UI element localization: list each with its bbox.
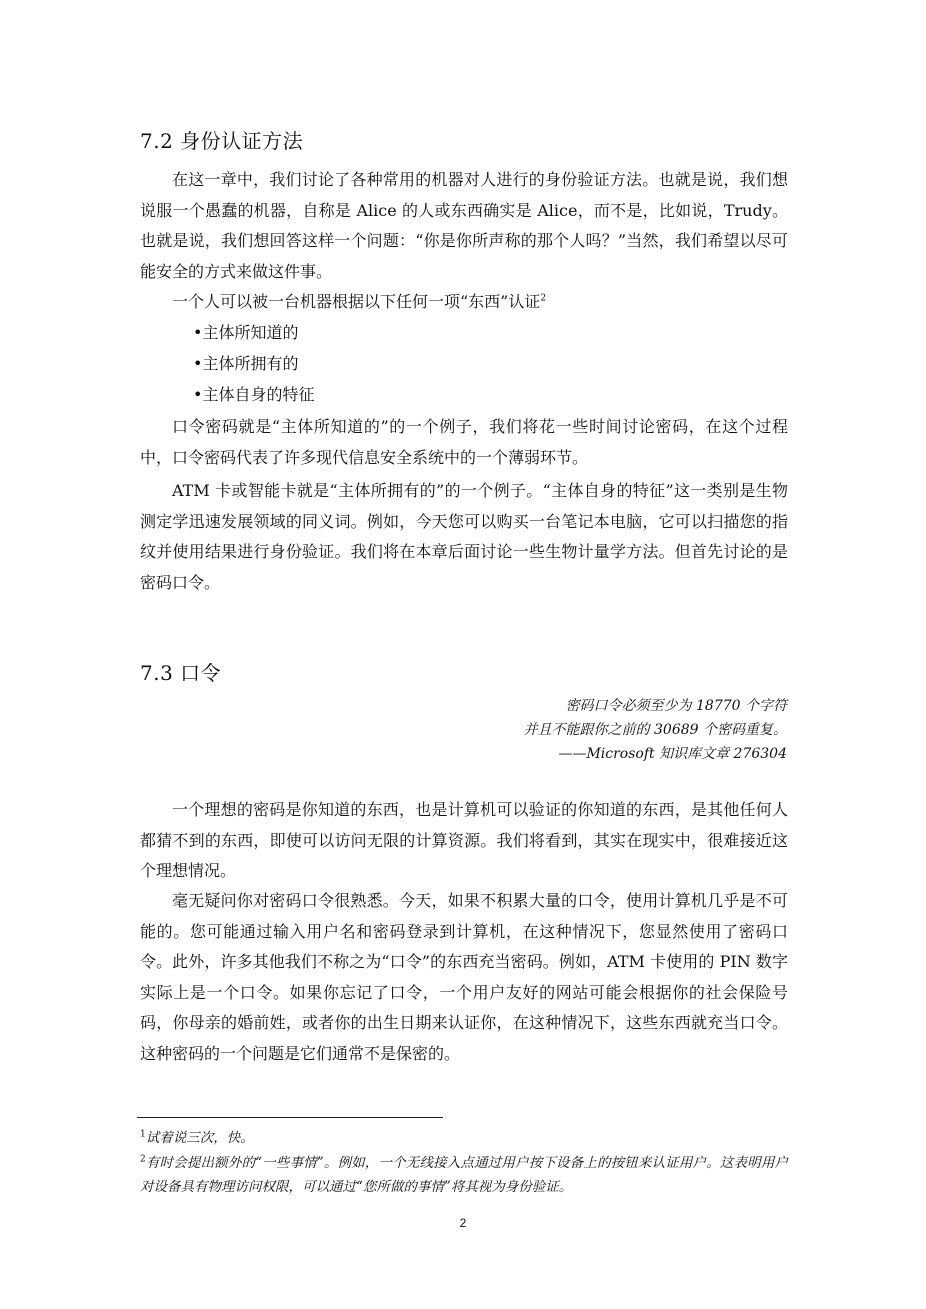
paragraph-password-familiarity: 毫无疑问你对密码口令很熟悉。今天，如果不积累大量的口令，使用计算机几乎是不可能的。您可能通过输入用户名和密码登录到计算机，在这种情况下，您显然使用了密码口令。此外，许多其他我们不称之为“口令”的东西充当密码。例如，ATM 卡使用的 PIN 数字实际上是一个口令。如果你忘记了口令，一个用户友好的网站可能会根据你的社会保险号码，你母亲的婚前姓，或者你的出生日期来认证你，在这种情况下，这些东西就充当口令。这种密码的一个问题是它们通常不是保密的。 (140, 891, 788, 1063)
footnote-divider (137, 1117, 443, 1118)
section-heading-7-2: 7.2 身份认证方法 (140, 129, 304, 153)
paragraph-auth-factors-text: 一个人可以被一台机器根据以下任何一项“东西”认证 (172, 292, 541, 311)
footnote-ref-2[interactable]: 2 (540, 293, 547, 304)
section-heading-7-3: 7.3 口令 (140, 661, 222, 685)
paragraph-atm-example: ATM 卡或智能卡就是“主体所拥有的”的一个例子。“主体自身的特征”这一类别是生物测定学迅速发展领域的同义词。例如，今天您可以购买一台笔记本电脑，它可以扫描您的指纹并使用结果进行身份验证。我们将在本章后面讨论一些生物计量学方法。但首先讨论的是密码口令。 (140, 481, 788, 592)
page-number: 2 (459, 1216, 467, 1230)
epigraph-attribution: ——Microsoft 知识库文章 276304 (558, 746, 787, 762)
epigraph-line-1: 密码口令必须至少为 18770 个字符 (565, 698, 787, 714)
bullet-item-has: •主体所拥有的 (193, 354, 299, 373)
paragraph-ideal-password: 一个理想的密码是你知道的东西，也是计算机可以验证的你知道的东西，是其他任何人都猜不到的东西，即使可以访问无限的计算资源。我们将看到，其实在现实中，很难接近这个理想情况。 (140, 800, 788, 880)
bullet-item-knows: •主体所知道的 (193, 323, 299, 342)
footnote-2 (140, 1151, 788, 1199)
footnote-1-number: 1 (140, 1129, 146, 1140)
footnote-2-text: 有时会提出额外的“一些事情”。例如，一个无线接入点通过用户按下设备上的按钮来认证用户。这表明用户对设备具有物理访问权限，可以通过“您所做的事情”将其视为身份验证。 (140, 1155, 788, 1195)
footnote-1 (140, 1126, 788, 1150)
paragraph-password-example: 口令密码就是“主体所知道的”的一个例子，我们将花一些时间讨论密码，在这个过程中，口令密码代表了许多现代信息安全系统中的一个薄弱环节。 (140, 417, 788, 467)
paragraph-auth-factors (140, 287, 788, 318)
paragraph-intro: 在这一章中，我们讨论了各种常用的机器对人进行的身份验证方法。也就是说，我们想说服一个愚蠢的机器，自称是 Alice 的人或东西确实是 Alice，而不是，比如说，Trudy。也就是说，我们想回答这样一个问题：“你是你所声称的那个人吗？”当然，我们希望以尽可能安全的方式来做这件事。 (140, 170, 788, 281)
bullet-item-is: •主体自身的特征 (193, 385, 315, 404)
footnote-1-text: 试着说三次，快。 (145, 1130, 254, 1146)
epigraph-line-2: 并且不能跟你之前的 30689 个密码重复。 (523, 722, 787, 738)
footnote-2-number: 2 (140, 1154, 146, 1165)
